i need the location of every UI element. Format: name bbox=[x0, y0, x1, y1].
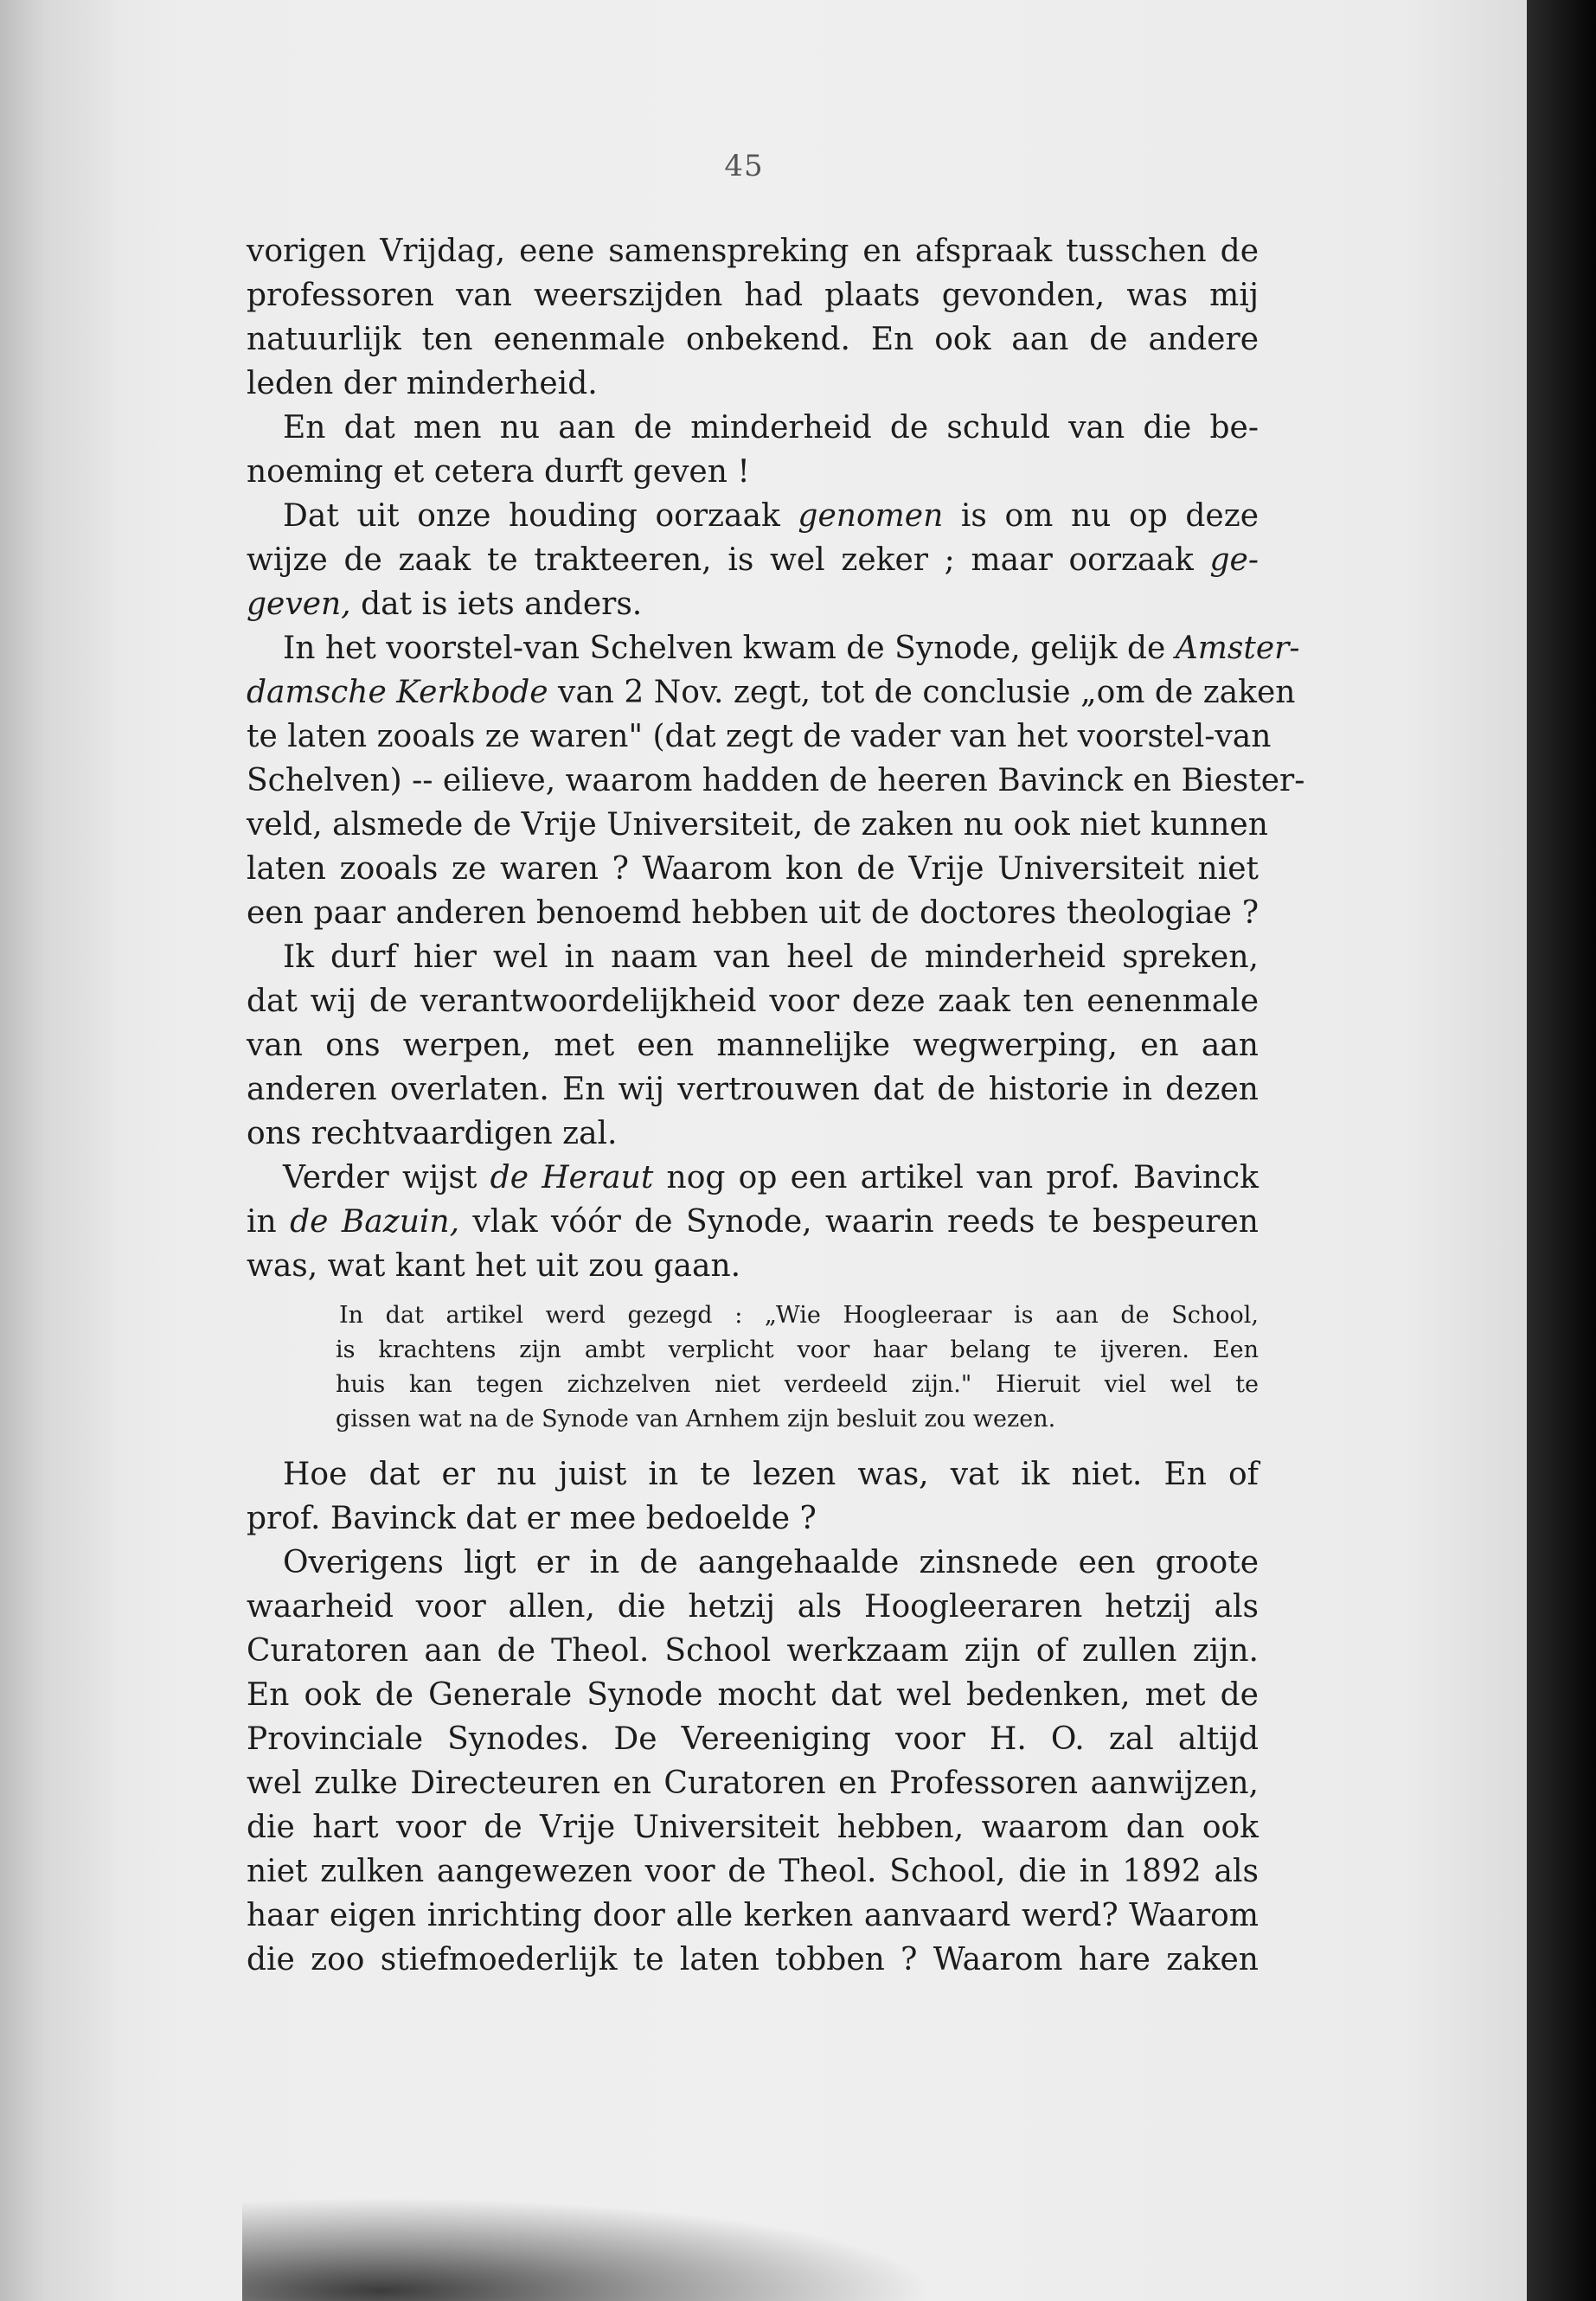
text-line: Hoe dat er nu juist in te lezen was, vat ik niet. En of bbox=[283, 1457, 1259, 1492]
italic-term: genomen bbox=[798, 498, 944, 534]
italic-term: Amster- bbox=[1175, 631, 1300, 666]
text-line: natuurlijk ten eenenmale onbekend. En ook aan de andere bbox=[247, 322, 1259, 357]
text-line bbox=[247, 1200, 1259, 1244]
text-line: dat wij de verantwoordelijkheid voor deze zaak ten eenenmale bbox=[247, 984, 1259, 1019]
body-text bbox=[247, 229, 1305, 1982]
text-run: Verder wijst bbox=[283, 1160, 490, 1195]
text-line: leden der minderheid. bbox=[247, 366, 598, 401]
italic-term: damsche Kerkbode bbox=[247, 675, 548, 710]
text-line: die zoo stiefmoederlijk te laten tobben ? Waarom hare zaken bbox=[247, 1942, 1259, 1977]
text-line: professoren van weerszijden had plaats gevonden, was mij bbox=[247, 278, 1259, 313]
text-line: noeming et cetera durft geven ! bbox=[247, 454, 750, 490]
text-line: ons rechtvaardigen zal. bbox=[247, 1116, 618, 1151]
text-line: wel zulke Directeuren en Curatoren en Professoren aanwijzen, bbox=[247, 1766, 1259, 1801]
text-line bbox=[247, 582, 1259, 626]
text-line bbox=[247, 538, 1259, 582]
text-line: waarheid voor allen, die hetzij als Hoogleeraren hetzij als bbox=[247, 1589, 1259, 1625]
text-run: in bbox=[247, 1204, 291, 1240]
scan-edge-dark bbox=[1527, 0, 1596, 2301]
text-line bbox=[247, 626, 1300, 670]
text-line: haar eigen inrichting door alle kerken aanvaard werd? Waarom bbox=[247, 1898, 1259, 1933]
text-run: dat is iets anders. bbox=[350, 586, 643, 622]
quote-line: huis kan tegen zichzelven niet verdeeld zijn." Hieruit viel wel te bbox=[336, 1371, 1259, 1398]
text-run: Dat uit onze houding oorzaak bbox=[283, 498, 798, 534]
text-line: niet zulken aangewezen voor de Theol. School, die in 1892 als bbox=[247, 1854, 1259, 1889]
italic-term: geven, bbox=[247, 586, 351, 622]
text-line: anderen overlaten. En wij vertrouwen dat de historie in dezen bbox=[247, 1072, 1259, 1107]
text-run: nog op een artikel van prof. Bavinck bbox=[653, 1160, 1259, 1195]
italic-term: ge- bbox=[1209, 542, 1259, 578]
text-run: is om nu op deze bbox=[943, 498, 1259, 534]
italic-term: de Bazuin, bbox=[290, 1204, 460, 1240]
text-line: die hart voor de Vrije Universiteit hebben, waarom dan ook bbox=[247, 1810, 1259, 1845]
text-line bbox=[247, 1156, 1259, 1200]
text-line: vorigen Vrijdag, eene samenspreking en afspraak tusschen de bbox=[247, 234, 1259, 269]
text-line: Ik durf hier wel in naam van heel de minderheid spreken, bbox=[283, 939, 1259, 975]
quote-line: In dat artikel werd gezegd : „Wie Hoogleeraar is aan de School, bbox=[339, 1302, 1259, 1329]
text-line: laten zooals ze waren ? Waarom kon de Vrije Universiteit niet bbox=[247, 851, 1259, 887]
text-line: veld, alsmede de Vrije Universiteit, de zaken nu ook niet kunnen bbox=[247, 807, 1268, 843]
text-run: wijze de zaak te trakteeren, is wel zeker ; maar oorzaak bbox=[247, 542, 1210, 578]
quote-line: gissen wat na de Synode van Arnhem zijn besluit zou wezen. bbox=[336, 1406, 1056, 1433]
text-line bbox=[247, 494, 1259, 538]
page-number: 45 bbox=[724, 149, 764, 183]
text-line: Schelven) -- eilieve, waarom hadden de heeren Bavinck en Biester- bbox=[247, 763, 1305, 798]
text-line: Curatoren aan de Theol. School werkzaam zijn of zullen zijn. bbox=[247, 1633, 1259, 1669]
text-line: En ook de Generale Synode mocht dat wel bedenken, met de bbox=[247, 1677, 1259, 1713]
text-run: van 2 Nov. zegt, tot de conclusie „om de zaken bbox=[548, 675, 1296, 710]
text-line bbox=[247, 670, 1296, 715]
text-line: Overigens ligt er in de aangehaalde zinsnede een groote bbox=[283, 1545, 1259, 1580]
text-line: te laten zooals ze waren" (dat zegt de vader van het voorstel-van bbox=[247, 719, 1272, 754]
text-line: een paar anderen benoemd hebben uit de doctores theologiae ? bbox=[247, 895, 1259, 931]
text-line: van ons werpen, met een mannelijke wegwerping, en aan bbox=[247, 1028, 1259, 1063]
scan-gutter-shadow bbox=[0, 0, 112, 2301]
quote-line: is krachtens zijn ambt verplicht voor haar belang te ijveren. Een bbox=[336, 1336, 1259, 1363]
scan-smudge bbox=[242, 2197, 934, 2301]
text-run: In het voorstel-van Schelven kwam de Synode, gelijk de bbox=[283, 631, 1176, 666]
italic-term: de Heraut bbox=[490, 1160, 654, 1195]
text-run: vlak vóór de Synode, waarin reeds te bespeuren bbox=[459, 1204, 1259, 1240]
text-line: prof. Bavinck dat er mee bedoelde ? bbox=[247, 1501, 817, 1536]
block-quote bbox=[336, 1298, 1259, 1437]
text-line: Provinciale Synodes. De Vereeniging voor H. O. zal altijd bbox=[247, 1721, 1259, 1757]
text-line: was, wat kant het uit zou gaan. bbox=[247, 1248, 741, 1284]
text-line: En dat men nu aan de minderheid de schuld van die be- bbox=[283, 410, 1259, 445]
